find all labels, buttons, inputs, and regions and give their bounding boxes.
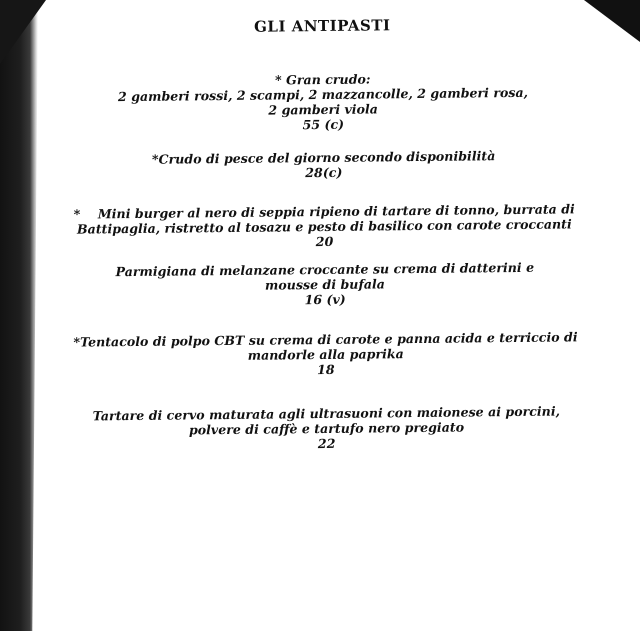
menu-item-crudo-del-giorno [8,147,640,184]
menu-item-description: mandorle alla paprika [247,346,404,363]
menu-item-price: 55 (c) [302,116,345,133]
menu-item-price: 28(c) [305,164,343,181]
menu-item-mini-burger [8,201,640,253]
menu-item-description: Battipaglia, ristretto al tosazu e pesto di basilico con carote croccanti [76,216,572,237]
menu-item-description: 2 gamberi viola [268,101,378,118]
menu-item-price: 20 [315,233,334,250]
menu-item-price: 22 [317,435,336,452]
menu-item-name: *Tentacolo di polpo CBT su crema di carote e panna acida e terriccio di [73,329,578,350]
menu-item-name: *Crudo di pesce del giorno secondo disponibilità [151,148,496,167]
menu-item-name: Tartare di cervo maturata agli ultrasuoni con maionese ai porcini, [92,403,561,424]
menu-item-tartare-di-cervo [10,403,640,455]
menu-section-title: GLI ANTIPASTI [253,16,391,36]
menu-page [6,0,640,631]
menu-item-description: polvere di caffè e tartufo nero pregiato [188,419,465,438]
menu-item-price: 18 [317,361,335,378]
menu-item-description: mousse di bufala [264,276,386,293]
menu-item-name: Parmigiana di melanzane croccante su crema di datterini e [115,259,535,280]
menu-item-price: 16 (v) [304,291,346,308]
menu-item-name: * Gran crudo: [275,71,371,88]
menu-item-parmigiana [9,259,640,311]
menu-item-name: * Mini burger al nero di seppia ripieno di tartare di tonno, burrata di [73,201,575,222]
menu-item-tentacolo-di-polpo [9,329,640,381]
menu-item-description: 2 gamberi rossi, 2 scampi, 2 mazzancolle, 2 gamberi rosa, [117,84,529,105]
menu-item-gran-crudo [7,69,640,136]
